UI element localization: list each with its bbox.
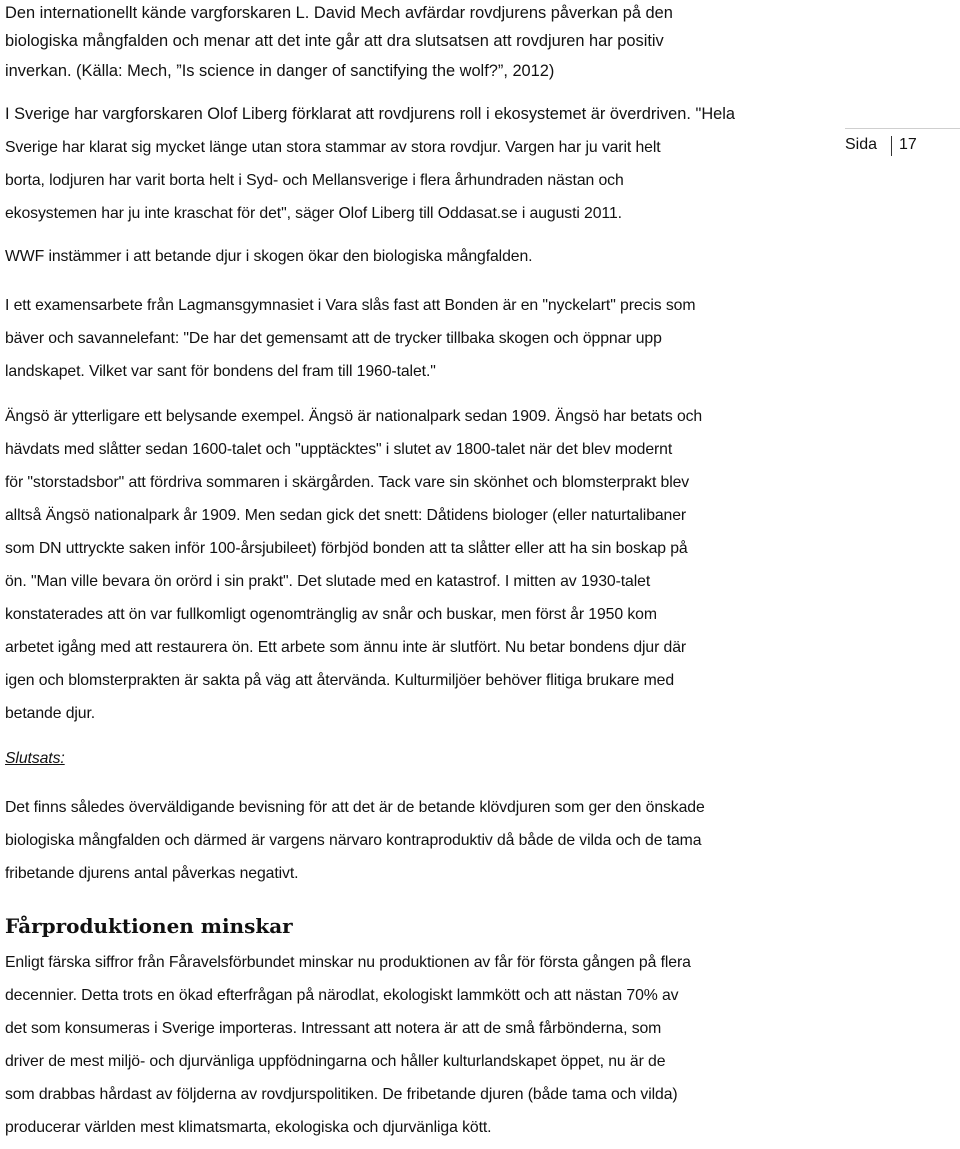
paragraph-liberg-intro <box>5 98 833 131</box>
text-line: igen och blomsterprakten är sakta på väg att återvända. Kulturmiljöer behöver flitiga brukare med <box>5 672 675 689</box>
text-line: hävdats med slåtter sedan 1600-talet och "upptäcktes" i slutet av 1800-talet när det blev modernt <box>5 441 673 458</box>
paragraph-examensarbete <box>5 289 833 388</box>
text-line: alltså Ängsö nationalpark år 1909. Men sedan gick det snett: Dåtidens biologer (eller naturtalibaner <box>5 507 687 524</box>
text-line: Enligt färska siffror från Fåravelsförbundet minskar nu produktionen av får för första gången på flera <box>5 954 691 971</box>
page-number-box <box>845 128 960 162</box>
text-line: WWF instämmer i att betande djur i skogen ökar den biologiska mångfalden. <box>5 248 533 265</box>
text-line: borta, lodjuren har varit borta helt i Syd- och Mellansverige i flera århundraden nästan och <box>5 172 624 189</box>
text-line: biologiska mångfalden och menar att det inte går att dra slutsatsen att rovdjuren har positiv <box>5 32 664 50</box>
page-number-separator <box>891 136 892 156</box>
paragraph-mech <box>5 0 833 86</box>
spacer <box>5 86 833 98</box>
spacer <box>5 890 833 906</box>
spacer <box>5 775 833 791</box>
text-line: driver de mest miljö- och djurvänliga uppfödningarna och håller kulturlandskapet öppet, nu är de <box>5 1053 666 1070</box>
page-number-label: Sida <box>845 136 878 153</box>
text-line: konstaterades att ön var fullkomligt ogenomtränglig av snår och buskar, men först år 1950 kom <box>5 606 657 623</box>
section-heading: Fårproduktionen minskar <box>5 914 293 938</box>
text-line: I Sverige har vargforskaren Olof Liberg förklarat att rovdjurens roll i ekosystemet är överdriven. "Hela <box>5 105 736 123</box>
text-line: Sverige har klarat sig mycket länge utan stora stammar av stora rovdjur. Vargen har ju varit helt <box>5 139 661 156</box>
text-line: Den internationellt kände vargforskaren L. David Mech avfärdar rovdjurens påverkan på den <box>5 4 673 22</box>
spacer <box>5 388 833 400</box>
spacer <box>5 230 833 240</box>
text-line: I ett examensarbete från Lagmansgymnasiet i Vara slås fast att Bonden är en "nyckelart" precis som <box>5 297 696 314</box>
text-line: som DN uttryckte saken inför 100-årsjubileet) förbjöd bonden att ta slåtter eller att ha sin boskap på <box>5 540 688 557</box>
spacer <box>5 273 833 289</box>
page-number-rule <box>845 128 960 129</box>
text-line: arbetet igång med att restaurera ön. Ett arbete som ännu inte är slutfört. Nu betar bondens djur där <box>5 639 687 656</box>
text-line: bäver och savannelefant: "De har det gemensamt att de trycker tillbaka skogen och öppnar upp <box>5 330 662 347</box>
text-line: ön. "Man ville bevara ön orörd i sin prakt". Det slutade med en katastrof. I mitten av 1930-talet <box>5 573 651 590</box>
text-line: det som konsumeras i Sverige importeras. Intressant att notera är att de små fårbönderna, som <box>5 1020 662 1037</box>
text-line: biologiska mångfalden och därmed är vargens närvaro kontraproduktiv då både de vilda och de tama <box>5 832 702 849</box>
text-line: producerar världen mest klimatsmarta, ekologiska och djurvänliga kött. <box>5 1119 492 1136</box>
text-line: betande djur. <box>5 705 96 722</box>
page-number-value: 17 <box>899 136 917 153</box>
text-line: för "storstadsbor" att fördriva sommaren i skärgården. Tack vare sin skönhet och blomsterprakt blev <box>5 474 690 491</box>
conclusion-label: Slutsats: <box>5 750 65 767</box>
paragraph-liberg-quote <box>5 131 833 230</box>
text-line: Det finns således överväldigande bevisning för att det är de betande klövdjuren som ger den önskade <box>5 799 705 816</box>
paragraph-conclusion <box>5 791 833 890</box>
text-line: ekosystemen har ju inte kraschat för det", säger Olof Liberg till Oddasat.se i augusti 2011. <box>5 205 622 222</box>
conclusion-label-block <box>5 742 833 775</box>
text-line: landskapet. Vilket var sant för bondens del fram till 1960-talet." <box>5 363 436 380</box>
paragraph-farproduktion <box>5 946 833 1144</box>
paragraph-wwf <box>5 240 833 273</box>
text-line: decennier. Detta trots en ökad efterfrågan på närodlat, ekologiskt lammkött och att nästan 70% av <box>5 987 679 1004</box>
paragraph-angso <box>5 400 833 730</box>
document-body <box>5 0 833 1144</box>
text-line: som drabbas hårdast av följderna av rovdjurspolitiken. De fribetande djuren (både tama och vilda) <box>5 1086 678 1103</box>
text-line: fribetande djurens antal påverkas negativt. <box>5 865 299 882</box>
text-line: inverkan. (Källa: Mech, ”Is science in danger of sanctifying the wolf?”, 2012) <box>5 62 555 80</box>
text-line: Ängsö är ytterligare ett belysande exempel. Ängsö är nationalpark sedan 1909. Ängsö har betats och <box>5 408 703 425</box>
spacer <box>5 730 833 742</box>
